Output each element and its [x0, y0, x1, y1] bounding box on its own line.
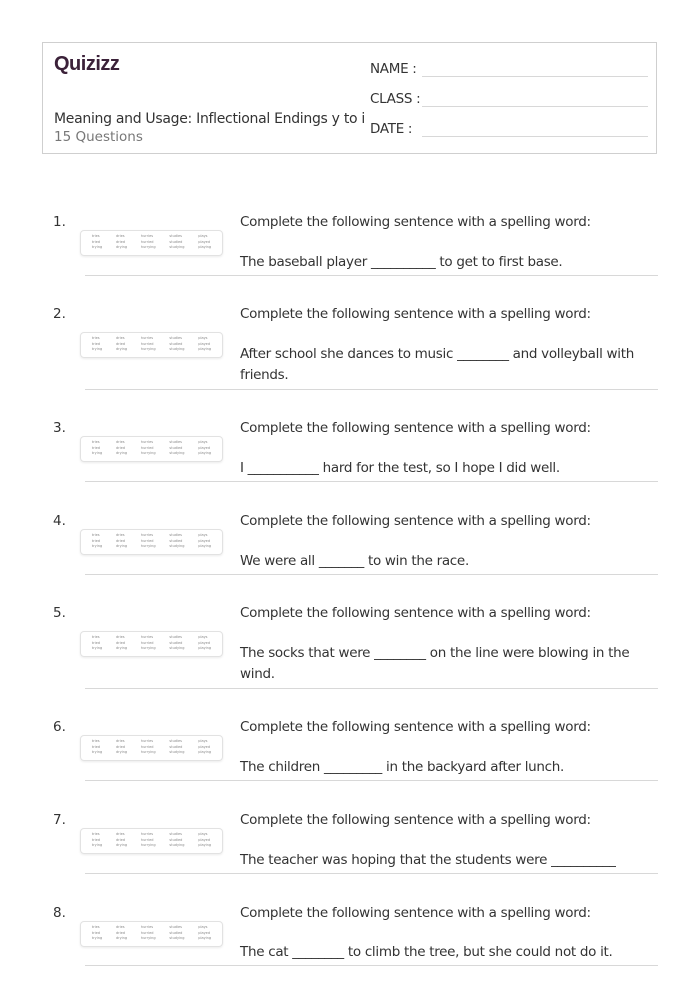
question-prompt: Complete the following sentence with a spelling word: — [240, 605, 591, 621]
question-sentence: We were all _______ to win the race. — [240, 553, 469, 569]
word-bank-word: trying — [91, 936, 103, 940]
word-bank-word: tries — [91, 925, 100, 929]
word-bank-word: drying — [115, 843, 128, 847]
word-bank-word: hurried — [140, 538, 154, 543]
word-bank-word: studying — [169, 936, 185, 940]
word-bank-word: studying — [169, 451, 185, 455]
word-bank-word: studies — [169, 440, 182, 444]
class-field — [370, 91, 648, 107]
word-bank-word: tries — [91, 832, 100, 836]
word-bank-column — [92, 440, 102, 458]
word-bank-column — [198, 832, 211, 850]
word-bank-word: dried — [115, 744, 125, 749]
word-bank-word: studied — [169, 538, 183, 543]
word-bank-word: hurried — [140, 837, 154, 842]
word-bank-word: studying — [169, 750, 185, 754]
word-bank-image — [80, 332, 223, 358]
word-bank-word: played — [198, 445, 211, 450]
word-bank-word: played — [198, 538, 211, 543]
word-bank-word: drying — [115, 451, 128, 455]
question-sentence: The teacher was hoping that the students were __________ — [240, 852, 616, 868]
word-bank-word: trying — [91, 750, 103, 754]
word-bank-word: trying — [91, 843, 103, 847]
word-bank-word: playing — [198, 544, 212, 548]
word-bank-column — [141, 925, 156, 943]
word-bank-column — [92, 739, 102, 757]
word-bank-word: studies — [169, 739, 182, 743]
word-bank-word: hurries — [140, 635, 154, 639]
word-bank-word: playing — [198, 245, 212, 249]
word-bank-word: hurries — [140, 832, 154, 836]
word-bank-column — [92, 832, 102, 850]
word-bank-word: dried — [115, 445, 125, 450]
word-bank-word: trying — [91, 646, 103, 650]
word-bank-column — [169, 739, 184, 757]
word-bank-word: trying — [91, 347, 103, 351]
question-sentence: The children _________ in the backyard after lunch. — [240, 759, 565, 775]
word-bank-word: tries — [91, 635, 100, 639]
question-sentence: After school she dances to music ________ and volleyball with friends. — [240, 346, 634, 383]
word-bank-word: played — [198, 341, 211, 346]
word-bank-word: playing — [198, 936, 212, 940]
word-bank-column — [92, 234, 102, 252]
word-bank-word: studied — [169, 930, 183, 935]
name-label: NAME : — [370, 61, 417, 77]
word-bank-word: tried — [91, 538, 101, 543]
word-bank-word: hurries — [140, 533, 154, 537]
word-bank-word: dries — [115, 832, 125, 836]
word-bank-word: studies — [169, 925, 182, 929]
word-bank-column — [141, 533, 156, 551]
word-bank-word: studies — [169, 234, 182, 238]
word-bank-word: playing — [198, 451, 212, 455]
name-line[interactable] — [422, 62, 648, 77]
word-bank-image — [80, 436, 223, 462]
class-label: CLASS : — [370, 91, 421, 107]
word-bank-word: plays — [198, 635, 208, 639]
question-divider — [85, 389, 658, 390]
question-sentence: I ___________ hard for the test, so I hope I did well. — [240, 460, 560, 476]
word-bank-word: hurries — [140, 925, 154, 929]
worksheet-header — [42, 42, 657, 154]
question-sentence: The socks that were ________ on the line were blowing in the wind. — [240, 645, 630, 682]
word-bank-word: trying — [91, 451, 103, 455]
word-bank-column — [92, 533, 102, 551]
word-bank-word: drying — [115, 936, 128, 940]
word-bank-column — [198, 739, 211, 757]
question-divider — [85, 688, 658, 689]
word-bank-word: hurrying — [140, 451, 156, 455]
word-bank-word: tried — [91, 239, 101, 244]
word-bank-word: hurries — [140, 739, 154, 743]
word-bank-word: dried — [115, 640, 125, 645]
word-bank-column — [198, 925, 211, 943]
word-bank-column — [141, 739, 156, 757]
word-bank-word: drying — [115, 544, 128, 548]
quizizz-logo: Quizizz — [54, 53, 120, 75]
word-bank-word: dried — [115, 239, 125, 244]
question-sentence: The baseball player __________ to get to first base. — [240, 254, 563, 270]
word-bank-word: played — [198, 239, 211, 244]
word-bank-image — [80, 921, 223, 947]
word-bank-column — [169, 440, 184, 458]
word-bank-word: dries — [115, 440, 125, 444]
word-bank-word: studying — [169, 646, 185, 650]
word-bank-word: dries — [115, 336, 125, 340]
word-bank-word: hurrying — [140, 843, 156, 847]
word-bank-column — [116, 336, 127, 354]
word-bank-column — [116, 635, 127, 653]
word-bank-column — [169, 635, 184, 653]
word-bank-word: tried — [91, 341, 101, 346]
worksheet-title: Meaning and Usage: Inflectional Endings y to i — [54, 111, 366, 127]
question-count: 15 Questions — [54, 129, 143, 145]
word-bank-word: hurrying — [140, 936, 156, 940]
word-bank-word: hurries — [140, 440, 154, 444]
word-bank-image — [80, 529, 223, 555]
word-bank-word: dries — [115, 739, 125, 743]
word-bank-word: tried — [91, 744, 101, 749]
word-bank-word: studied — [169, 445, 183, 450]
word-bank-word: hurrying — [140, 347, 156, 351]
word-bank-word: tried — [91, 445, 101, 450]
word-bank-word: dries — [115, 635, 125, 639]
word-bank-word: plays — [198, 832, 208, 836]
word-bank-word: hurrying — [140, 750, 156, 754]
word-bank-column — [92, 635, 102, 653]
question-prompt: Complete the following sentence with a spelling word: — [240, 513, 591, 529]
word-bank-word: hurries — [140, 336, 154, 340]
word-bank-word: trying — [91, 245, 103, 249]
word-bank-word: drying — [115, 646, 128, 650]
word-bank-word: drying — [115, 347, 128, 351]
word-bank-word: plays — [198, 440, 208, 444]
date-field — [370, 121, 648, 137]
question-prompt: Complete the following sentence with a spelling word: — [240, 719, 591, 735]
word-bank-column — [92, 925, 102, 943]
word-bank-column — [198, 635, 211, 653]
word-bank-word: studying — [169, 843, 185, 847]
word-bank-word: dries — [115, 234, 125, 238]
word-bank-word: tried — [91, 640, 101, 645]
word-bank-word: played — [198, 744, 211, 749]
question-number: 8. — [53, 905, 66, 921]
word-bank-column — [141, 440, 156, 458]
word-bank-column — [92, 336, 102, 354]
word-bank-word: plays — [198, 234, 208, 238]
word-bank-column — [141, 336, 156, 354]
word-bank-word: studies — [169, 832, 182, 836]
word-bank-word: playing — [198, 843, 212, 847]
word-bank-column — [116, 925, 127, 943]
word-bank-word: hurries — [140, 234, 154, 238]
word-bank-word: dries — [115, 533, 125, 537]
word-bank-column — [198, 440, 211, 458]
word-bank-image — [80, 631, 223, 657]
word-bank-word: studies — [169, 336, 182, 340]
word-bank-column — [198, 234, 211, 252]
word-bank-column — [169, 336, 184, 354]
word-bank-word: tries — [91, 533, 100, 537]
word-bank-word: playing — [198, 750, 212, 754]
word-bank-column — [141, 832, 156, 850]
word-bank-word: hurried — [140, 445, 154, 450]
word-bank-word: tried — [91, 930, 101, 935]
word-bank-word: hurrying — [140, 544, 156, 548]
question-prompt: Complete the following sentence with a spelling word: — [240, 306, 591, 322]
question-number: 1. — [53, 214, 66, 230]
word-bank-column — [116, 832, 127, 850]
question-divider — [85, 275, 658, 276]
word-bank-word: played — [198, 837, 211, 842]
word-bank-column — [116, 533, 127, 551]
word-bank-word: trying — [91, 544, 103, 548]
word-bank-word: drying — [115, 245, 128, 249]
question-number: 5. — [53, 605, 66, 621]
word-bank-column — [141, 635, 156, 653]
date-label: DATE : — [370, 121, 413, 137]
question-divider — [85, 873, 658, 874]
date-line[interactable] — [422, 122, 648, 137]
word-bank-column — [198, 336, 211, 354]
word-bank-word: tries — [91, 739, 100, 743]
class-line[interactable] — [422, 92, 648, 107]
word-bank-image — [80, 230, 223, 256]
word-bank-column — [169, 832, 184, 850]
word-bank-image — [80, 735, 223, 761]
word-bank-word: hurried — [140, 640, 154, 645]
word-bank-word: hurried — [140, 239, 154, 244]
question-divider — [85, 965, 658, 966]
word-bank-word: studying — [169, 544, 185, 548]
question-number: 7. — [53, 812, 66, 828]
word-bank-word: dried — [115, 341, 125, 346]
question-prompt: Complete the following sentence with a spelling word: — [240, 905, 591, 921]
word-bank-word: studied — [169, 341, 183, 346]
question-number: 2. — [53, 306, 66, 322]
word-bank-word: hurried — [140, 744, 154, 749]
word-bank-word: played — [198, 930, 211, 935]
question-number: 4. — [53, 513, 66, 529]
word-bank-word: dried — [115, 538, 125, 543]
question-divider — [85, 780, 658, 781]
word-bank-column — [198, 533, 211, 551]
question-divider — [85, 574, 658, 575]
word-bank-word: tries — [91, 234, 100, 238]
word-bank-column — [169, 234, 184, 252]
word-bank-word: plays — [198, 739, 208, 743]
word-bank-word: hurrying — [140, 245, 156, 249]
word-bank-column — [116, 739, 127, 757]
word-bank-word: studied — [169, 640, 183, 645]
word-bank-column — [116, 234, 127, 252]
word-bank-word: dried — [115, 837, 125, 842]
word-bank-word: hurrying — [140, 646, 156, 650]
word-bank-word: tries — [91, 440, 100, 444]
word-bank-word: studied — [169, 744, 183, 749]
word-bank-word: playing — [198, 347, 212, 351]
word-bank-image — [80, 828, 223, 854]
word-bank-word: tried — [91, 837, 101, 842]
word-bank-word: dried — [115, 930, 125, 935]
word-bank-word: studies — [169, 533, 182, 537]
word-bank-word: studying — [169, 347, 185, 351]
word-bank-word: plays — [198, 925, 208, 929]
word-bank-word: tries — [91, 336, 100, 340]
name-field — [370, 61, 648, 77]
word-bank-word: studies — [169, 635, 182, 639]
word-bank-column — [169, 533, 184, 551]
word-bank-word: playing — [198, 646, 212, 650]
word-bank-word: plays — [198, 336, 208, 340]
word-bank-word: hurried — [140, 930, 154, 935]
question-prompt: Complete the following sentence with a spelling word: — [240, 420, 591, 436]
question-number: 3. — [53, 420, 66, 436]
word-bank-word: played — [198, 640, 211, 645]
word-bank-word: drying — [115, 750, 128, 754]
question-prompt: Complete the following sentence with a spelling word: — [240, 214, 591, 230]
question-sentence: The cat ________ to climb the tree, but she could not do it. — [240, 944, 613, 960]
question-prompt: Complete the following sentence with a spelling word: — [240, 812, 591, 828]
word-bank-column — [169, 925, 184, 943]
question-divider — [85, 481, 658, 482]
word-bank-column — [141, 234, 156, 252]
question-number: 6. — [53, 719, 66, 735]
word-bank-word: dries — [115, 925, 125, 929]
word-bank-word: studied — [169, 837, 183, 842]
word-bank-column — [116, 440, 127, 458]
word-bank-word: studied — [169, 239, 183, 244]
word-bank-word: hurried — [140, 341, 154, 346]
word-bank-word: studying — [169, 245, 185, 249]
word-bank-word: plays — [198, 533, 208, 537]
